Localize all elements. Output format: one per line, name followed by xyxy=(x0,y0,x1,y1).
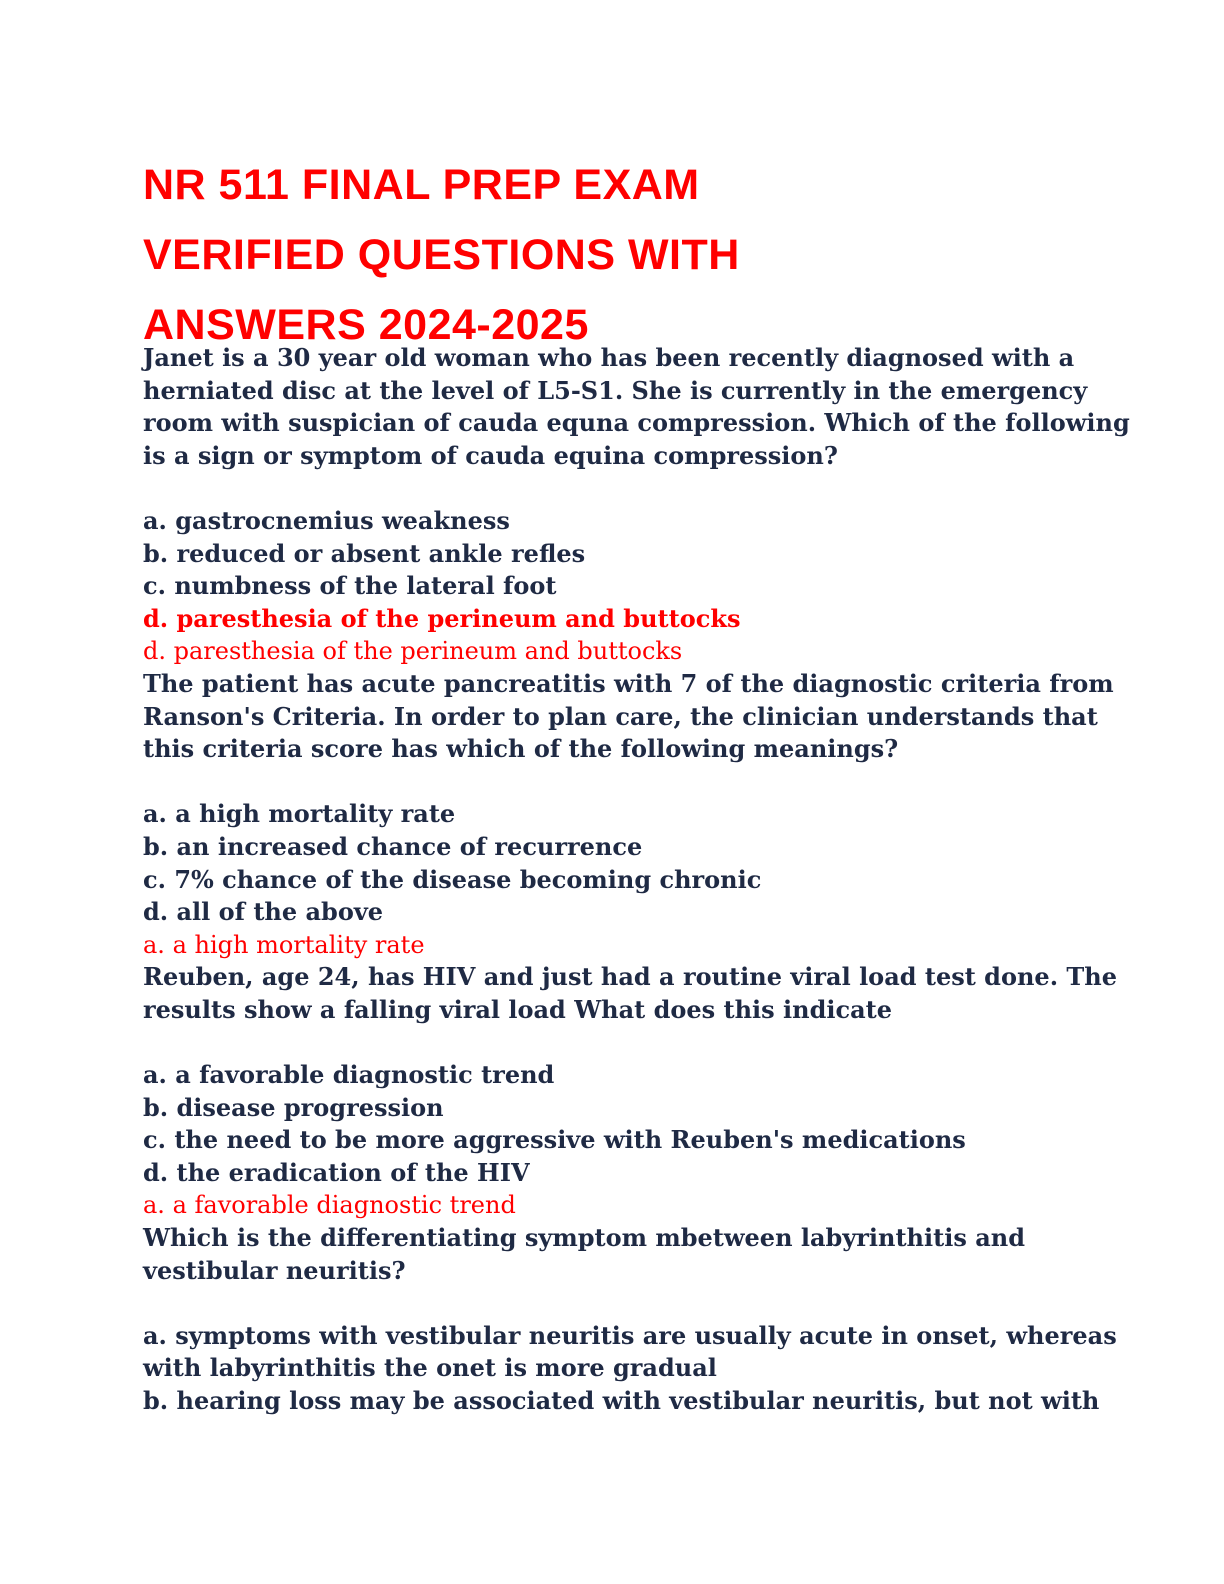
title-line: NR 511 FINAL PREP EXAM xyxy=(143,161,700,209)
question-block xyxy=(143,961,1117,1222)
answer-option: a. gastrocnemius weakness xyxy=(143,505,510,535)
answer-option: d. the eradication of the HIV xyxy=(143,1157,530,1187)
answer-option: b. disease progression xyxy=(143,1092,444,1122)
document-body xyxy=(143,342,1130,1418)
question-stem-line: Ranson's Criteria. In order to plan care, the clinician understands that xyxy=(143,701,1098,731)
question-stem-line: The patient has acute pancreatitis with 7 of the diagnostic criteria from xyxy=(143,668,1114,698)
question-block xyxy=(143,1222,1117,1418)
spacer xyxy=(143,1287,1093,1320)
question-stem-line: results show a falling viral load What does this indicate xyxy=(143,994,893,1024)
answer-option: c. the need to be more aggressive with Reuben's medications xyxy=(143,1125,966,1155)
answer-option: b. reduced or absent ankle refles xyxy=(143,538,586,568)
question-stem-line: this criteria score has which of the following meanings? xyxy=(143,734,899,764)
correct-answer: d. paresthesia of the perineum and buttocks xyxy=(143,637,683,666)
answer-option: with labyrinthitis the onet is more gradual xyxy=(143,1353,717,1383)
title-line: ANSWERS 2024-2025 xyxy=(143,301,589,349)
question-stem-line: vestibular neuritis? xyxy=(143,1255,406,1285)
question-stem-line: Janet is a 30 year old woman who has been recently diagnosed with a xyxy=(143,343,1075,372)
document-title xyxy=(143,150,1103,360)
answer-option: a. a high mortality rate xyxy=(143,799,456,829)
spacer xyxy=(143,766,1093,799)
title-line: VERIFIED QUESTIONS WITH xyxy=(143,231,740,279)
correct-answer: a. a favorable diagnostic trend xyxy=(143,1191,516,1220)
answer-option: c. 7% chance of the disease becoming chronic xyxy=(143,864,762,894)
answer-option: d. all of the above xyxy=(143,897,384,927)
question-stem-line: Which is the differentiating symptom mbetween labyrinthitis and xyxy=(143,1223,1025,1253)
answer-option: c. numbness of the lateral foot xyxy=(143,571,557,601)
highlighted-option: d. paresthesia of the perineum and buttocks xyxy=(143,603,741,633)
question-block xyxy=(143,342,1130,668)
question-stem-line: room with suspician of cauda equna compression. Which of the following xyxy=(143,408,1130,438)
spacer xyxy=(143,1026,1093,1059)
question-block xyxy=(143,668,1114,961)
answer-option: a. a favorable diagnostic trend xyxy=(143,1060,555,1090)
spacer xyxy=(143,472,1093,505)
answer-option: a. symptoms with vestibular neuritis are usually acute in onset, whereas xyxy=(143,1320,1117,1350)
answer-option: b. an increased chance of recurrence xyxy=(143,831,643,861)
question-stem-line: Reuben, age 24, has HIV and just had a routine viral load test done. The xyxy=(143,962,1117,992)
question-stem-line: herniated disc at the level of L5-S1. She is currently in the emergency xyxy=(143,375,1088,405)
question-stem-line: is a sign or symptom of cauda equina compression? xyxy=(143,440,838,470)
answer-option: b. hearing loss may be associated with vestibular neuritis, but not with xyxy=(143,1386,1100,1415)
correct-answer: a. a high mortality rate xyxy=(143,930,425,959)
